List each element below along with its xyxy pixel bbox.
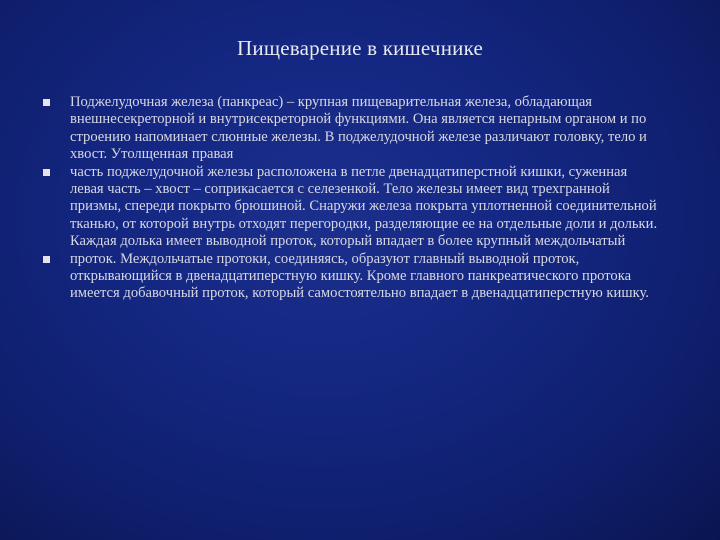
bullet-text: часть поджелудочной железы расположена в петле двенадцатиперстной кишки, суженная левая часть – хвост – соприкасается с селезенкой. Тело железы имеет вид трехгранной призмы, спереди покрыто брюшиной. Снаружи железа покрыта уплотненной соединительной тканью, от которой внутрь отходят перегородки, разделяющие ее на отдельные доли и дольки. Каждая долька имеет выводной проток, который впадает в более крупный междольчатый (70, 163, 658, 250)
bullet-item (40, 164, 680, 251)
bullet-item (40, 94, 680, 164)
bullet-text: проток. Междольчатые протоки, соединяясь, образуют главный выводной проток, открывающийся в двенадцатиперстную кишку. Кроме главного панкреатического протока имеется добавочный проток, который самостоятельно впадает в двенадцатиперстную кишку. (70, 250, 649, 302)
bullet-item (40, 251, 680, 303)
bullet-list (40, 94, 680, 303)
square-bullet-icon (43, 169, 50, 176)
slide-title: Пищеварение в кишечнике (237, 36, 483, 60)
square-bullet-icon (43, 99, 50, 106)
bullet-text: Поджелудочная железа (панкреас) – крупная пищеварительная железа, обладающая внешнесекреторной и внутрисекреторной функциями. Она является непарным органом и по строению напоминает слюнные железы. В поджелудочной железе различают головку, тело и хвост. Утолщенная правая (70, 94, 647, 163)
square-bullet-icon (43, 256, 50, 263)
